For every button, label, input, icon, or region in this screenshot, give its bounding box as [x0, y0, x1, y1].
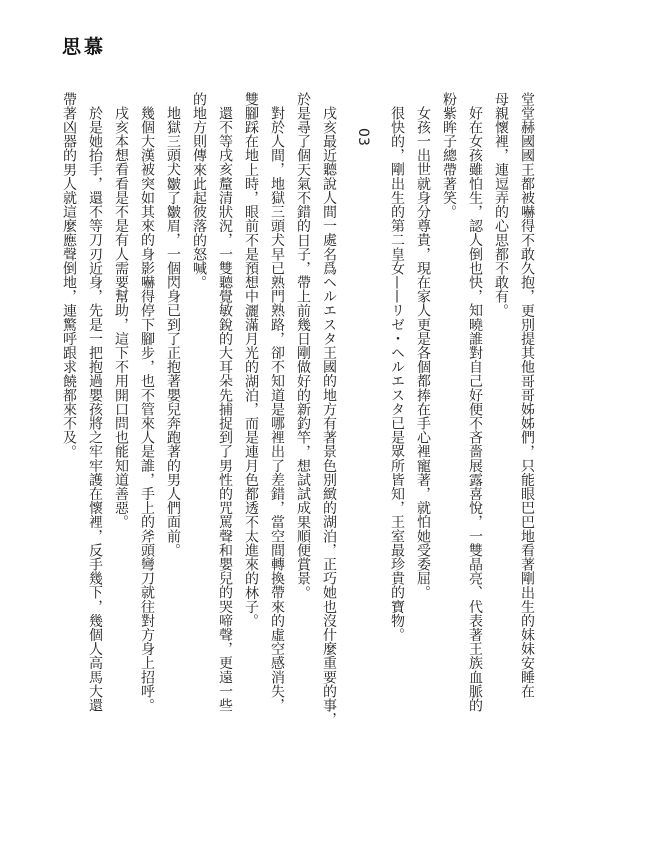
text-line: 戌亥本想看看是不是有人需要幫助，這下不用開口問也能知道善惡。: [113, 106, 129, 529]
text-line: 地獄三頭犬皺了皺眉，一個閃身已到了正抱著嬰兒奔跑著的男人們面前。: [165, 106, 181, 558]
paragraph-gap: [376, 92, 384, 832]
text-line: 女孩一出世就身分尊貴，現在家人更是各個都捧在手心裡寵著，就怕她受委屈。: [415, 106, 431, 600]
text-line: 對於人間，地獄三頭犬早已熟門熟路，卻不知道是哪裡出了差錯，當空間轉換帶來的虛空感消失，: [269, 106, 285, 713]
text-line: 粉紫眸子總帶著笑。: [441, 92, 457, 219]
text-line: 堂堂赫國國王都被嚇得不敢久抱，更別提其他哥哥姊姊們，只能眼巴巴地看著剛出生的妹妹安睡在: [519, 92, 535, 699]
chapter-title: 思慕: [62, 36, 107, 58]
text-line: 好在女孩雖怕生，認人倒也快，知曉誰對自己好便不吝嗇展露喜悅，一雙晶亮、代表著王族血脈的: [467, 106, 483, 713]
text-line: 於是她抬手，還不等刀刃近身，先是一把抱過嬰孩將之牢牢護在懷裡，反手幾下，幾個人高馬大還: [87, 106, 103, 713]
section-number: 03: [355, 128, 371, 147]
vertical-text-body: [61, 92, 540, 832]
text-line: 雙腳踩在地上時，眼前不是預想中灑滿月光的湖泊，而是連月色都透不太進來的林子。: [243, 92, 259, 628]
text-line: 幾個大漢被突如其來的身影嚇得停下腳步，也不管來人是誰，手上的斧頭彎刀就往對方身上招呼。: [139, 106, 155, 713]
text-line: 於是尋了個天氣不錯的日子，帶上前幾日剛做好的新釣竿，想試試成果順便賞景。: [295, 92, 311, 600]
paragraph-gap: [342, 92, 350, 832]
text-line: 的地方則傳來此起彼落的怒喊。: [191, 92, 207, 290]
text-line: 母親懷裡，連逗弄的心思都不敢有。: [493, 92, 509, 318]
text-line: 帶著凶器的男人就這麼應聲倒地，連驚呼跟求饒都來不及。: [61, 92, 77, 459]
text-line: 很快的，剛出生的第二皇女——リゼ・ヘルエスタ已是眾所皆知，王室最珍貴的寶物。: [389, 106, 405, 642]
text-line: 還不等戌亥釐清狀況，一雙聽覺敏銳的大耳朵先捕捉到了男性的咒罵聲和嬰兒的哭啼聲，更遠一些: [217, 106, 233, 713]
text-line: 戌亥最近聽說人間一處名爲ヘルエスタ王國的地方有著景色別緻的湖泊，正巧她也沒什麼重要的事，: [321, 106, 337, 727]
